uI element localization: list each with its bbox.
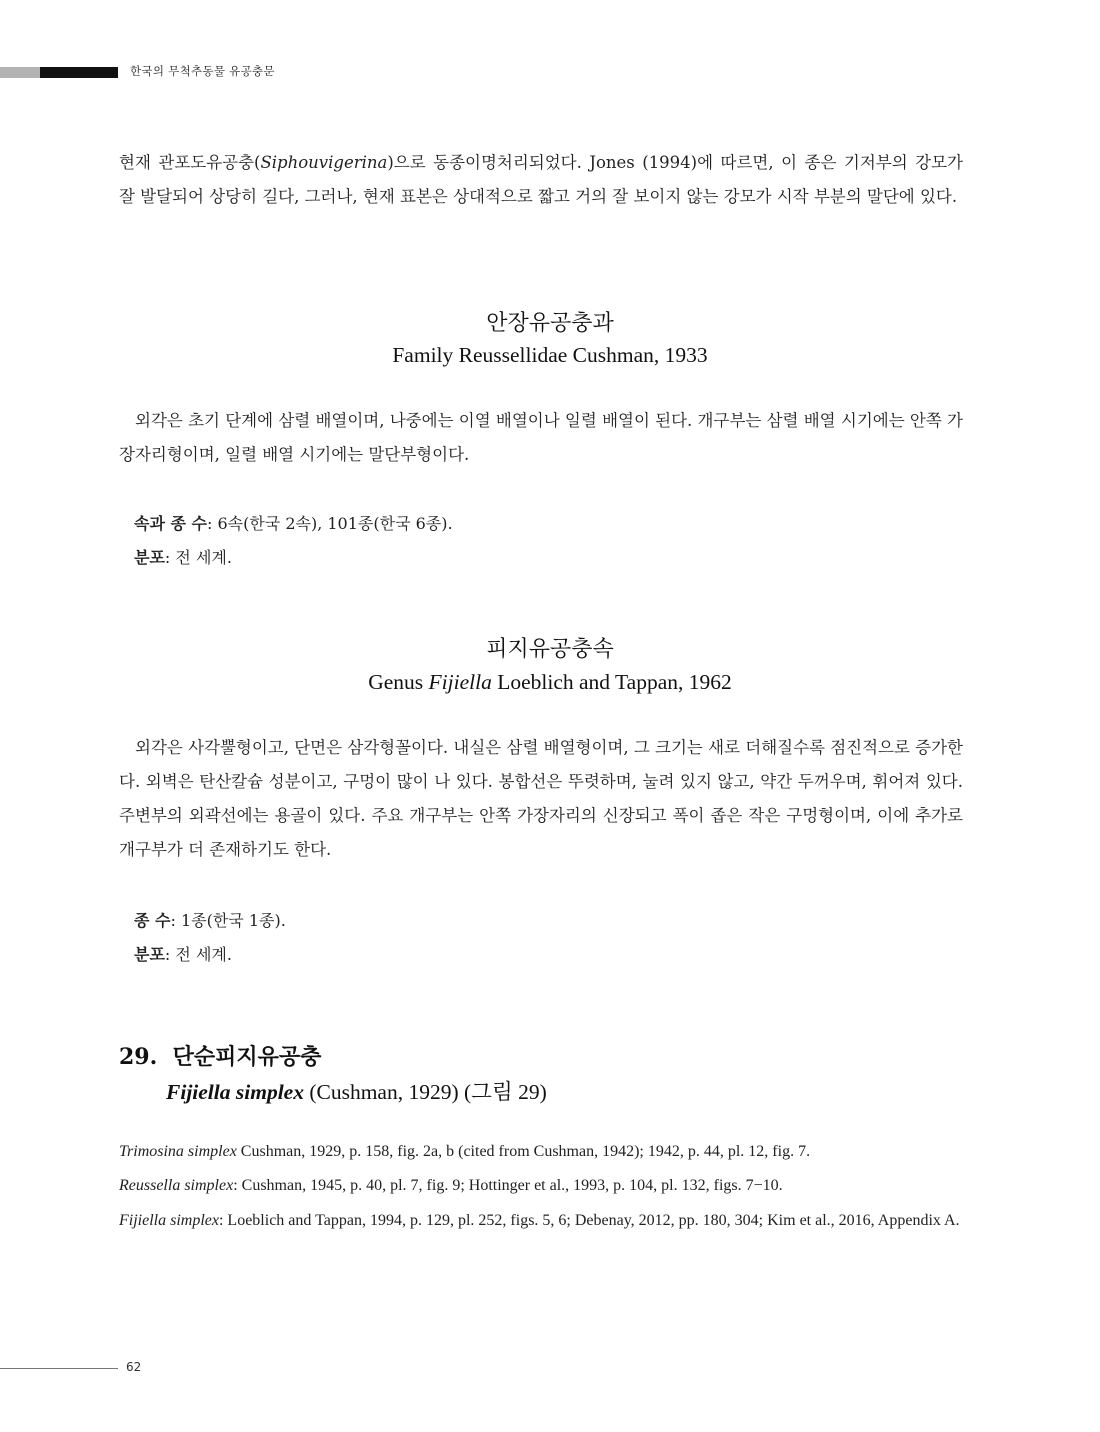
genus-name: Fijiella xyxy=(428,670,492,694)
genus-count xyxy=(134,904,286,938)
synonym-citation: : Cushman, 1945, p. 40, pl. 7, fig. 9; Hottinger et al., 1993, p. 104, pl. 132, figs. 7−10. xyxy=(233,1177,783,1194)
genus-distribution-value: : 전 세계. xyxy=(164,945,232,964)
genus-author: Loeblich and Tappan, 1962 xyxy=(491,670,732,694)
species-heading xyxy=(119,1040,321,1071)
family-korean-name: 안장유공충과 xyxy=(486,311,614,336)
synonym-name: Fijiella simplex xyxy=(119,1212,219,1229)
species-author: (Cushman, 1929) (그림 29) xyxy=(303,1080,547,1104)
synonym-item xyxy=(119,1170,984,1202)
family-distribution-label: 분포 xyxy=(134,548,165,567)
footer-rule xyxy=(0,1368,118,1369)
genus-latin-name xyxy=(0,670,1100,695)
family-count-value: : 6속(한국 2속), 101종(한국 6종). xyxy=(206,514,453,533)
intro-genus: Siphouvigerina xyxy=(260,153,388,172)
synonym-citation: : Loeblich and Tappan, 1994, p. 129, pl. 252, figs. 5, 6; Debenay, 2012, pp. 180, 304; Kim et al., 2016, Appendix A. xyxy=(218,1212,960,1229)
family-description: 외각은 초기 단계에 삼렬 배열이며, 나중에는 이열 배열이나 일렬 배열이 된다. 개구부는 삼렬 배열 시기에는 안쪽 가장자리형이며, 일렬 배열 시기에는 말단부형이다. xyxy=(119,411,963,464)
species-latin-heading xyxy=(166,1075,547,1106)
synonym-item xyxy=(119,1205,984,1237)
genus-korean-name: 피지유공충속 xyxy=(486,637,614,662)
synonym-name: Trimosina simplex xyxy=(119,1143,237,1160)
intro-text-after: )으로 동종이명처리되었다. Jones (1994)에 따르면, 이 종은 기저부의 강모가 잘 발달되어 상당히 길다, 그러나, 현재 표본은 상대적으로 짧고 거의 잘 보이지 않는 강모가 시작 부분의 말단에 있다. xyxy=(119,153,963,206)
synonym-item xyxy=(119,1136,984,1168)
family-distribution xyxy=(134,541,232,575)
genus-count-value: : 1종(한국 1종). xyxy=(170,911,286,930)
genus-prefix: Genus xyxy=(368,670,429,694)
genus-distribution xyxy=(134,938,232,972)
family-distribution-value: : 전 세계. xyxy=(164,548,232,567)
genus-description: 외각은 사각뿔형이고, 단면은 삼각형꼴이다. 내실은 삼렬 배열형이며, 그 크기는 새로 더해질수록 점진적으로 증가한다. 외벽은 탄산칼슘 성분이고, 구멍이 많이 나 있다. 봉합선은 뚜렷하며, 눌려 있지 않고, 약간 두꺼우며, 휘어져 있다. 주변부의 외곽선에는 용골이 있다. 주요 개구부는 안쪽 가장자리의 신장되고 폭이 좁은 작은 구멍형이며, 이에 추가로 개구부가 더 존재하기도 한다. xyxy=(119,738,963,859)
intro-paragraph xyxy=(119,146,963,214)
family-count xyxy=(134,507,453,541)
family-latin-name: Family Reussellidae Cushman, 1933 xyxy=(392,343,708,367)
species-latin-name: Fijiella simplex xyxy=(166,1080,304,1104)
synonym-citation: Cushman, 1929, p. 158, fig. 2a, b (cited from Cushman, 1942); 1942, p. 44, pl. 12, fig. 7. xyxy=(236,1143,811,1160)
family-count-label: 속과 종 수 xyxy=(134,514,207,533)
genus-count-label: 종 수 xyxy=(134,911,171,930)
running-title: 한국의 무척추동물 유공충문 xyxy=(130,64,275,78)
intro-text-before: 현재 관포도유공충( xyxy=(119,153,261,172)
genus-distribution-label: 분포 xyxy=(134,945,165,964)
header-gray-bar xyxy=(0,67,40,78)
synonym-name: Reussella simplex xyxy=(119,1177,234,1194)
species-korean-name: 단순피지유공충 xyxy=(172,1044,322,1070)
page-number: 62 xyxy=(126,1360,142,1374)
header-black-bar xyxy=(40,67,118,78)
species-number: 29. xyxy=(119,1044,158,1070)
